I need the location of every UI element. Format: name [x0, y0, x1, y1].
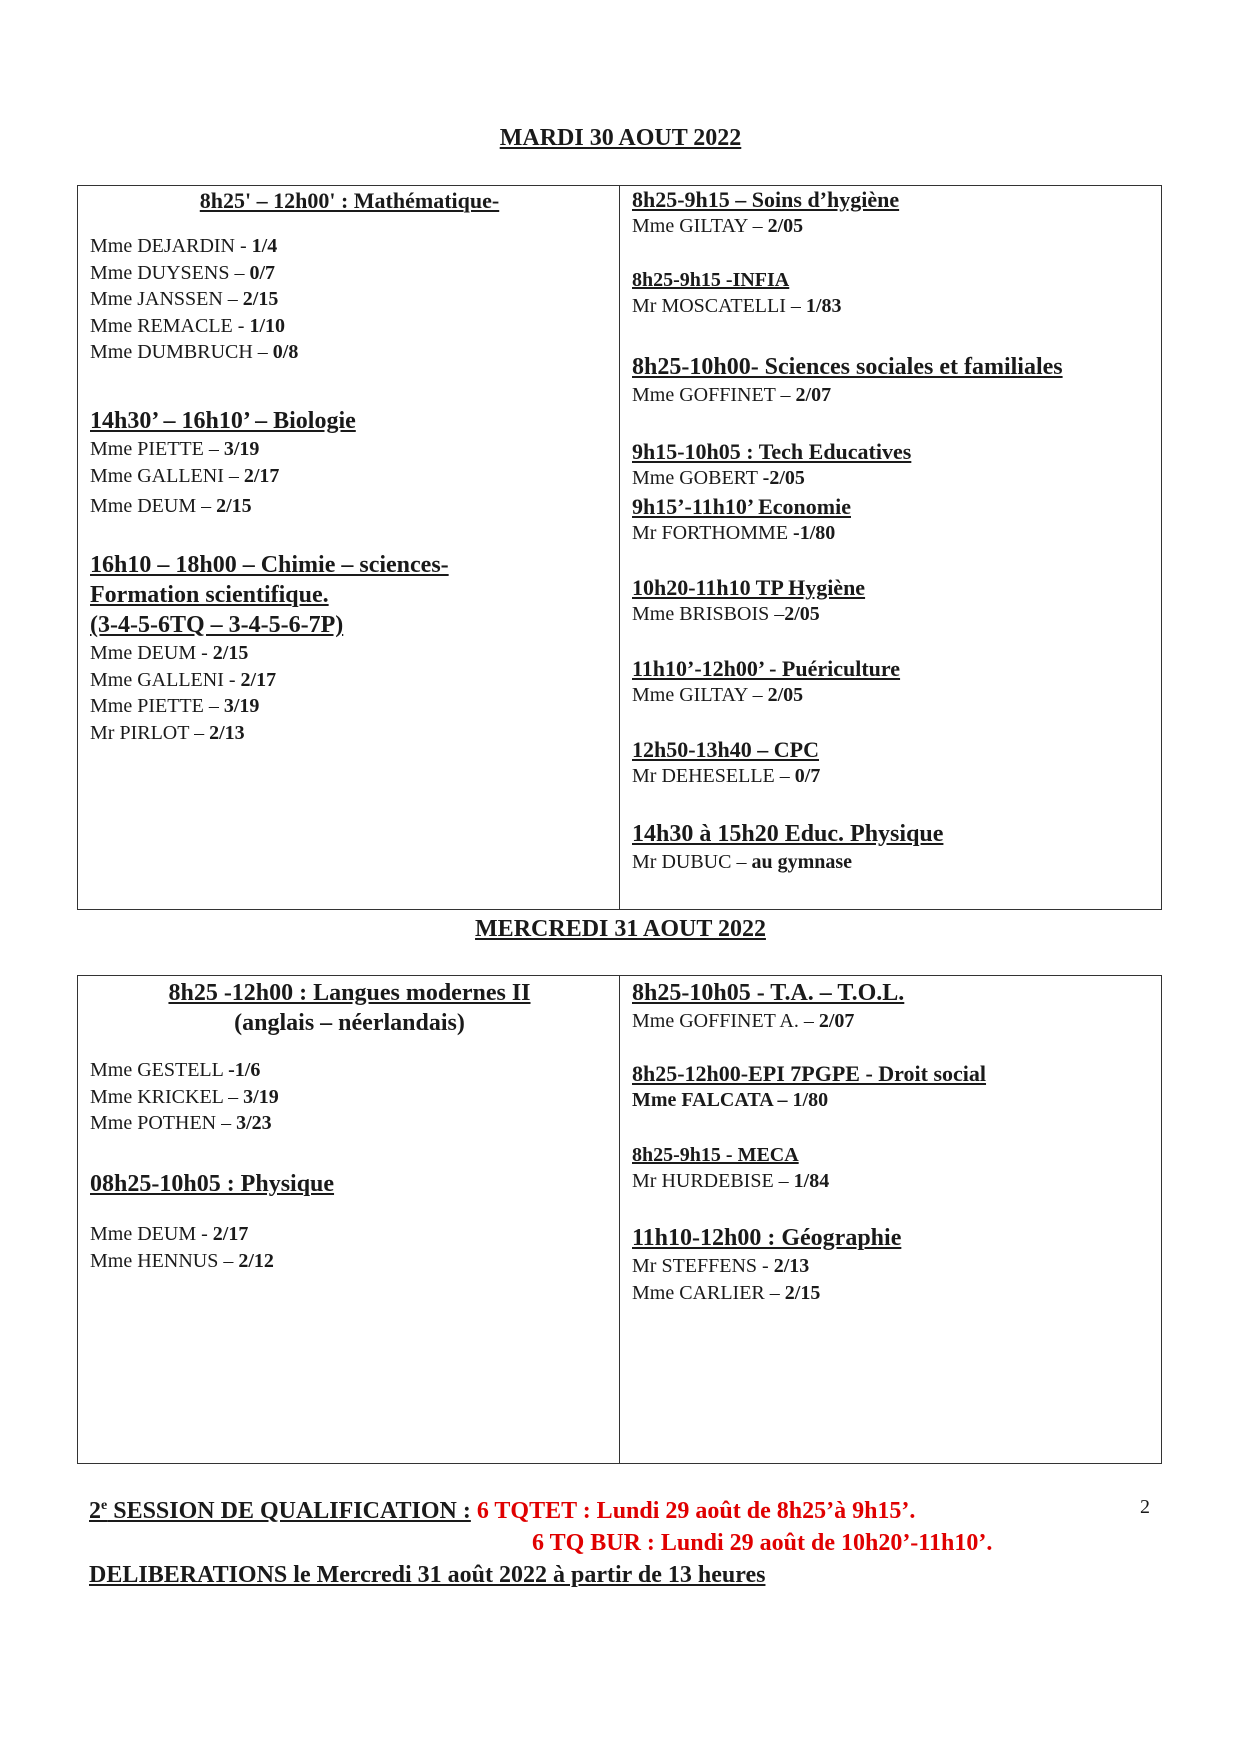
exam-block-chemistry — [90, 550, 609, 746]
left-column — [78, 976, 620, 1463]
exam-heading-line: 16h10 – 18h00 – Chimie – sciences- — [90, 552, 449, 578]
schedule-table-wednesday — [77, 975, 1162, 1464]
teacher-line: Mme GILTAY – 2/05 — [632, 684, 804, 706]
teacher-line: Mme GOFFINET A. – 2/07 — [632, 1010, 855, 1032]
exam-block-biology — [90, 406, 609, 520]
teacher-line: Mme GOFFINET – 2/07 — [632, 384, 832, 406]
day-title-tuesday: MARDI 30 AOUT 2022 — [499, 125, 742, 151]
teacher-line: Mme BRISBOIS –2/05 — [632, 603, 820, 625]
exam-block — [632, 819, 1152, 876]
exam-heading: 12h50-13h40 – CPC — [632, 737, 820, 762]
teacher-line: Mme DEUM - 2/15 — [90, 642, 249, 664]
right-column — [620, 186, 1162, 909]
teacher-line: Mme DEJARDIN - 1/4 — [90, 235, 278, 257]
teacher-line: Mme DEUM - 2/17 — [90, 1223, 249, 1245]
teacher-line: Mme REMACLE - 1/10 — [90, 314, 285, 337]
exam-heading: 10h20-11h10 TP Hygiène — [632, 575, 866, 600]
exam-heading: 11h10’-12h00’ - Puériculture — [632, 656, 901, 681]
teacher-line: Mr HURDEBISE – 1/84 — [632, 1170, 830, 1192]
qualification-session-line — [89, 1495, 915, 1527]
teacher-line: Mme DUYSENS – 0/7 — [90, 261, 276, 284]
exam-block — [632, 978, 1152, 1035]
exam-heading: 9h15’-11h10’ Economie — [632, 494, 851, 519]
exam-heading-line: 8h25 -12h00 : Langues modernes II — [168, 980, 531, 1006]
exam-heading: 8h25-9h15 – Soins d’hygiène — [632, 187, 900, 212]
teacher-line: Mme JANSSEN – 2/15 — [90, 288, 279, 310]
teacher-line: Mme GOBERT -2/05 — [632, 467, 805, 489]
exam-block — [632, 655, 1152, 709]
exam-block-physics — [90, 1169, 609, 1274]
exam-heading: 11h10-12h00 : Géographie — [632, 1225, 902, 1251]
teacher-line: Mr DEHESELLE – 0/7 — [632, 765, 821, 787]
exam-block — [632, 493, 1152, 547]
exam-block — [632, 186, 1152, 240]
deliberations-line: DELIBERATIONS le Mercredi 31 août 2022 à partir de 13 heures — [89, 1562, 766, 1588]
teacher-line: Mme GALLENI – 2/17 — [90, 464, 280, 487]
day-title-wednesday: MERCREDI 31 AOUT 2022 — [475, 916, 766, 942]
exam-heading: 8h25-10h05 - T.A. – T.O.L. — [632, 980, 905, 1006]
exam-heading: 08h25-10h05 : Physique — [90, 1171, 335, 1197]
teacher-line: Mr STEFFENS - 2/13 — [632, 1255, 810, 1277]
exam-heading: 8h25' – 12h00' : Mathématique- — [199, 188, 500, 213]
exam-block-math — [90, 187, 609, 366]
exam-heading: 8h25-9h15 -INFIA — [632, 269, 790, 291]
exam-heading: 8h25-9h15 - MECA — [632, 1144, 799, 1166]
page-number: 2 — [1140, 1496, 1150, 1518]
schedule-table-tuesday — [77, 185, 1162, 910]
exam-block — [632, 574, 1152, 628]
teacher-line: Mr DUBUC – au gymnase — [632, 851, 853, 873]
exam-block — [632, 1143, 1152, 1195]
session-label: 2e SESSION DE QUALIFICATION : — [89, 1498, 471, 1524]
right-column — [620, 976, 1162, 1463]
teacher-line: Mme FALCATA – 1/80 — [632, 1089, 829, 1111]
session-tqbur: 6 TQ BUR : Lundi 29 août de 10h20’-11h10’. — [532, 1530, 993, 1556]
teacher-line: Mr FORTHOMME -1/80 — [632, 522, 836, 544]
exam-heading: 8h25-12h00-EPI 7PGPE - Droit social — [632, 1061, 987, 1086]
teacher-line: Mme DUMBRUCH – 0/8 — [90, 341, 299, 363]
teacher-line: Mme POTHEN – 3/23 — [90, 1112, 272, 1134]
exam-heading: 14h30 à 15h20 Educ. Physique — [632, 821, 944, 847]
teacher-line: Mme CARLIER – 2/15 — [632, 1281, 821, 1304]
exam-block — [632, 1223, 1152, 1306]
exam-block — [632, 736, 1152, 790]
exam-block — [632, 438, 1152, 492]
left-column — [78, 186, 620, 909]
exam-heading: 9h15-10h05 : Tech Educatives — [632, 439, 912, 464]
exam-heading: 8h25-10h00- Sciences sociales et familiales — [632, 354, 1063, 380]
session-tqtet: 6 TQTET : Lundi 29 août de 8h25’à 9h15’. — [476, 1498, 916, 1524]
exam-block — [632, 352, 1152, 409]
exam-block-languages — [90, 978, 609, 1137]
exam-heading: 14h30’ – 16h10’ – Biologie — [90, 408, 356, 434]
teacher-line: Mr PIRLOT – 2/13 — [90, 721, 245, 744]
teacher-line: Mme DEUM – 2/15 — [90, 495, 252, 517]
teacher-line: Mme GILTAY – 2/05 — [632, 215, 804, 237]
teacher-line: Mme HENNUS – 2/12 — [90, 1249, 274, 1272]
teacher-line: Mme GESTELL -1/6 — [90, 1059, 261, 1081]
qualification-session-line-2 — [532, 1527, 992, 1559]
teacher-line: Mme KRICKEL – 3/19 — [90, 1085, 279, 1108]
teacher-line: Mme PIETTE – 3/19 — [90, 438, 260, 460]
teacher-line: Mme GALLENI - 2/17 — [90, 668, 277, 691]
exam-block — [632, 1060, 1152, 1114]
teacher-line: Mme PIETTE – 3/19 — [90, 695, 260, 717]
exam-heading-line: Formation scientifique. — [90, 582, 329, 608]
exam-block — [632, 268, 1152, 320]
teacher-line: Mr MOSCATELLI – 1/83 — [632, 295, 842, 317]
exam-heading-line: (anglais – néerlandais) — [234, 1010, 465, 1036]
exam-heading-line: (3-4-5-6TQ – 3-4-5-6-7P) — [90, 612, 344, 638]
